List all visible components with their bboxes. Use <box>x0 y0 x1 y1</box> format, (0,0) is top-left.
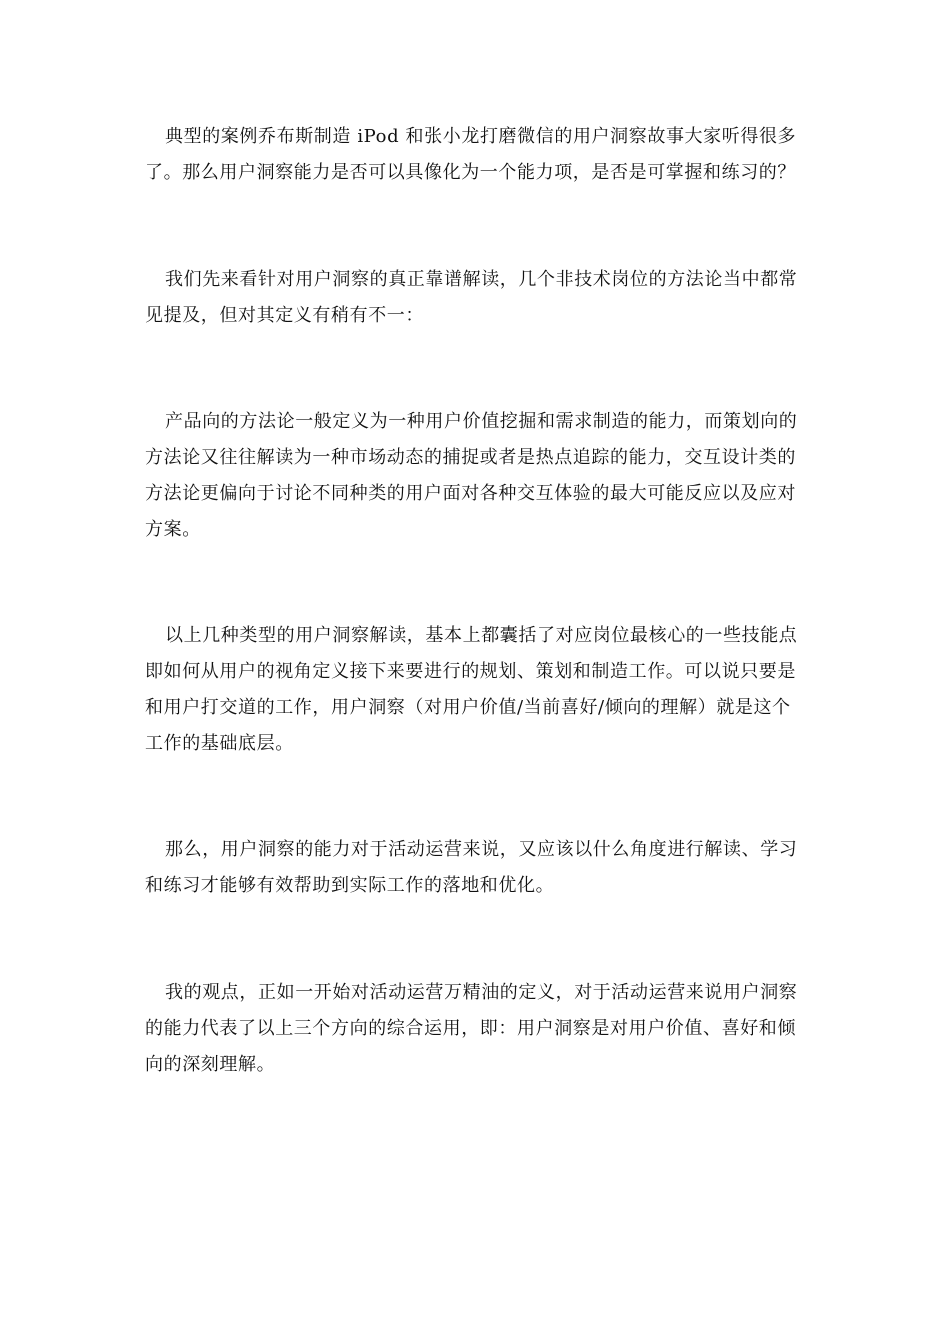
paragraph: 以上几种类型的用户洞察解读，基本上都囊括了对应岗位最核心的一些技能点即如何从用户的视角定义接下来要进行的规划、策划和制造工作。可以说只要是和用户打交道的工作，用户洞察（对用户价值/当前喜好/倾向的理解）就是这个工作的基础底层。 <box>145 625 798 754</box>
paragraph: 我们先来看针对用户洞察的真正靠谱解读，几个非技术岗位的方法论当中都常见提及，但对其定义有稍有不一： <box>145 269 798 326</box>
paragraph: 那么，用户洞察的能力对于活动运营来说，又应该以什么角度进行解读、学习和练习才能够有效帮助到实际工作的落地和优化。 <box>145 839 798 896</box>
paragraph: 典型的案例乔布斯制造 iPod 和张小龙打磨微信的用户洞察故事大家听得很多了。那么用户洞察能力是否可以具像化为一个能力项，是否是可掌握和练习的？ <box>145 126 797 183</box>
paragraph: 我的观点，正如一开始对活动运营万精油的定义，对于活动运营来说用户洞察的能力代表了以上三个方向的综合运用，即：用户洞察是对用户价值、喜好和倾向的深刻理解。 <box>145 982 798 1075</box>
paragraph: 产品向的方法论一般定义为一种用户价值挖掘和需求制造的能力，而策划向的方法论又往往解读为一种市场动态的捕捉或者是热点追踪的能力，交互设计类的方法论更偏向于讨论不同种类的用户面对各种交互体验的最大可能反应以及应对方案。 <box>145 411 798 540</box>
